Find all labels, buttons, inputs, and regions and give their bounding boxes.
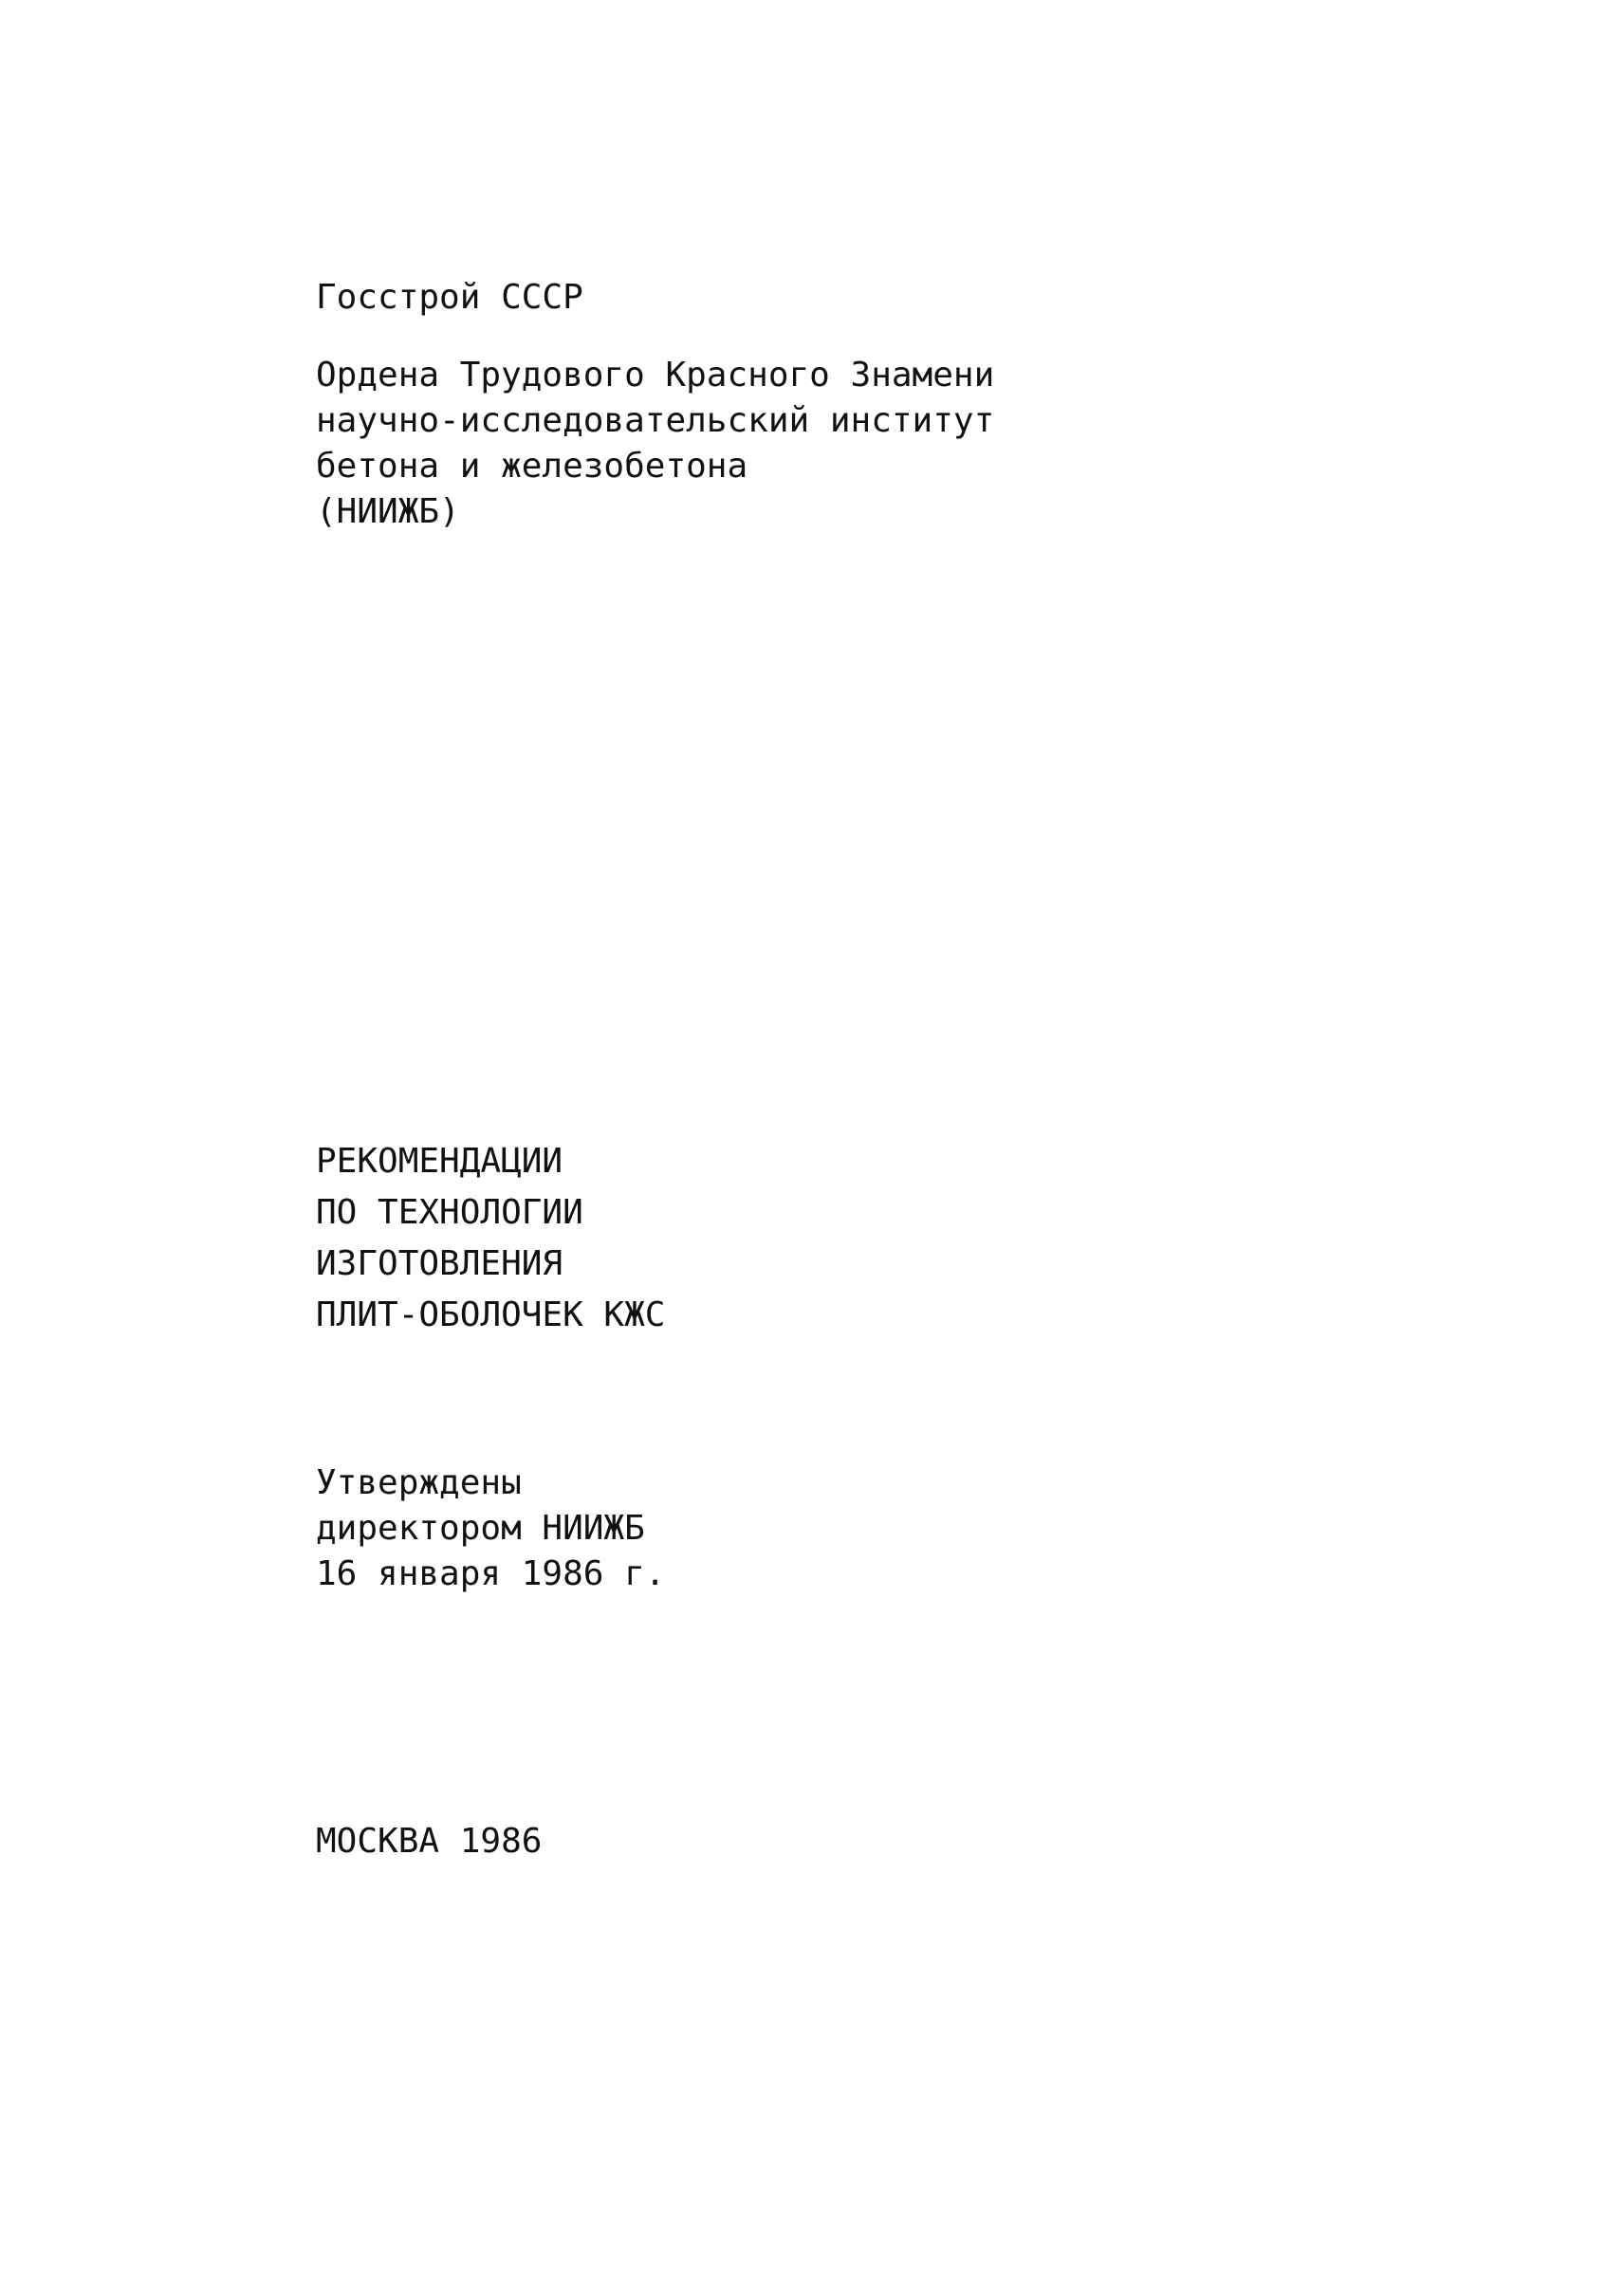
agency-line: Госстрой СССР: [316, 278, 583, 317]
institute-line: (НИИЖБ): [316, 492, 460, 531]
institute-line: научно-исследовательский институт: [316, 401, 995, 440]
approval-note: [316, 1460, 665, 1597]
title-line: ИЗГОТОВЛЕНИЯ: [316, 1244, 563, 1283]
title-line: ПО ТЕХНОЛОГИИ: [316, 1193, 583, 1232]
approval-line: Утверждены: [316, 1463, 522, 1502]
institute-line: Ордена Трудового Красного Знамени: [316, 356, 995, 395]
place-year: [316, 1819, 542, 1864]
institute-name: [316, 353, 994, 535]
approval-line: директором НИИЖБ: [316, 1509, 645, 1548]
title-line: РЕКОМЕНДАЦИИ: [316, 1142, 563, 1181]
agency-name: [316, 275, 583, 321]
institute-line: бетона и железобетона: [316, 447, 748, 486]
approval-line: 16 января 1986 г.: [316, 1554, 666, 1593]
place-year-line: МОСКВА 1986: [316, 1822, 543, 1861]
title-line: ПЛИТ-ОБОЛОЧЕК КЖС: [316, 1295, 666, 1334]
document-title: [316, 1136, 665, 1341]
